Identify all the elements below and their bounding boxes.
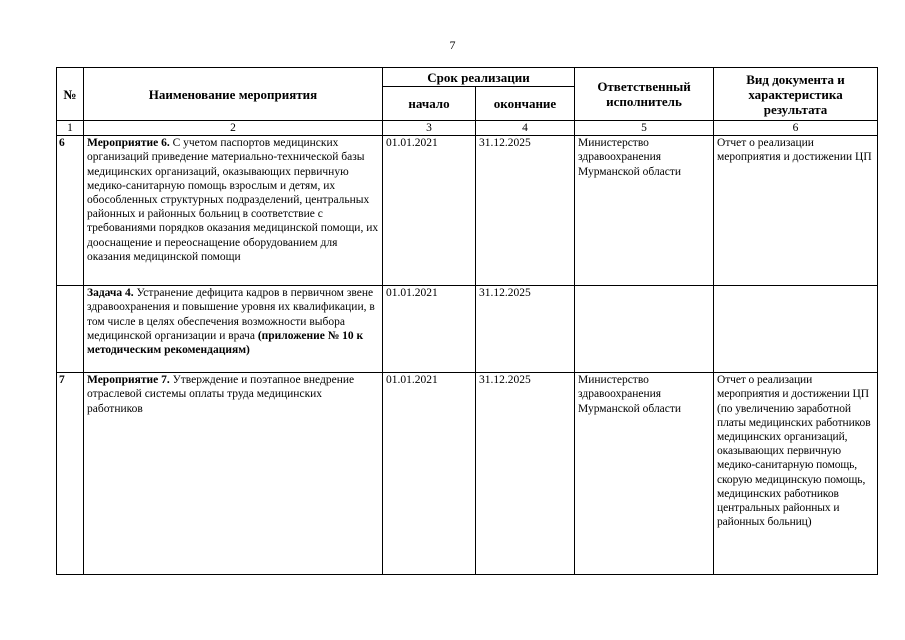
row-doc: Отчет о реализации мероприятия и достижении ЦП (по увеличению заработной платы медицинских работников медицинских организаций, оказывающих первичную медико-санитарную помощь, скорую медицинскую помощь, медицинских работников центральных районных и районных больниц) (714, 373, 878, 575)
column-number: 3 (383, 121, 476, 136)
row-end: 31.12.2025 (476, 136, 575, 286)
row-name (84, 136, 383, 286)
row-name-text: Утверждение и поэтапное внедрение отраслевой системы оплаты труда медицинских работников (87, 374, 355, 415)
column-number: 4 (476, 121, 575, 136)
header-end: окончание (476, 87, 575, 121)
column-number: 6 (714, 121, 878, 136)
row-name-bold: Мероприятие 7. (87, 374, 170, 387)
header-doc: Вид документа и характеристика результата (714, 68, 878, 121)
row-start: 01.01.2021 (383, 373, 476, 575)
table-row (57, 136, 878, 286)
header-period: Срок реализации (383, 68, 575, 87)
row-name-bold: Мероприятие 6. (87, 137, 170, 150)
header-start: начало (383, 87, 476, 121)
row-responsible: Министерство здравоохранения Мурманской области (575, 373, 714, 575)
row-name-text: Устранение дефицита кадров в первичном звене здравоохранения и повышение уровня их квалификации, в том числе в целях обеспечения возможности выбора медицинской организации и врача (87, 287, 375, 342)
header-num: № (57, 68, 84, 121)
activities-table (56, 67, 878, 575)
row-start: 01.01.2021 (383, 136, 476, 286)
row-end: 31.12.2025 (476, 286, 575, 373)
row-responsible: Министерство здравоохранения Мурманской области (575, 136, 714, 286)
row-doc: Отчет о реализации мероприятия и достижении ЦП (714, 136, 878, 286)
row-number (57, 286, 84, 373)
row-doc (714, 286, 878, 373)
column-number: 5 (575, 121, 714, 136)
header-name: Наименование мероприятия (84, 68, 383, 121)
row-name-bold: Задача 4. (87, 287, 134, 300)
row-number: 7 (57, 373, 84, 575)
column-number: 2 (84, 121, 383, 136)
row-start: 01.01.2021 (383, 286, 476, 373)
row-name-bold-tail: (приложение № 10 к методическим рекомендациям) (87, 329, 364, 357)
table-row (57, 286, 878, 373)
column-number: 1 (57, 121, 84, 136)
page-number: 7 (449, 38, 456, 52)
row-name (84, 286, 383, 373)
header-responsible: Ответственный исполнитель (575, 68, 714, 121)
column-number-row (57, 121, 878, 136)
row-name-text: С учетом паспортов медицинских организаций приведение материально-технической базы медицинских организаций, оказывающих первичную медико-санитарную помощь взрослым и детям, их обособленных структурных подразделений, центральных районных и районных больниц в соответствие с требованиями порядков оказания медицинской помощи, их дооснащение и переоснащение оборудованием для оказания медицинской помощи (87, 137, 379, 263)
row-end: 31.12.2025 (476, 373, 575, 575)
row-name (84, 373, 383, 575)
table-row (57, 373, 878, 575)
row-responsible (575, 286, 714, 373)
row-number: 6 (57, 136, 84, 286)
